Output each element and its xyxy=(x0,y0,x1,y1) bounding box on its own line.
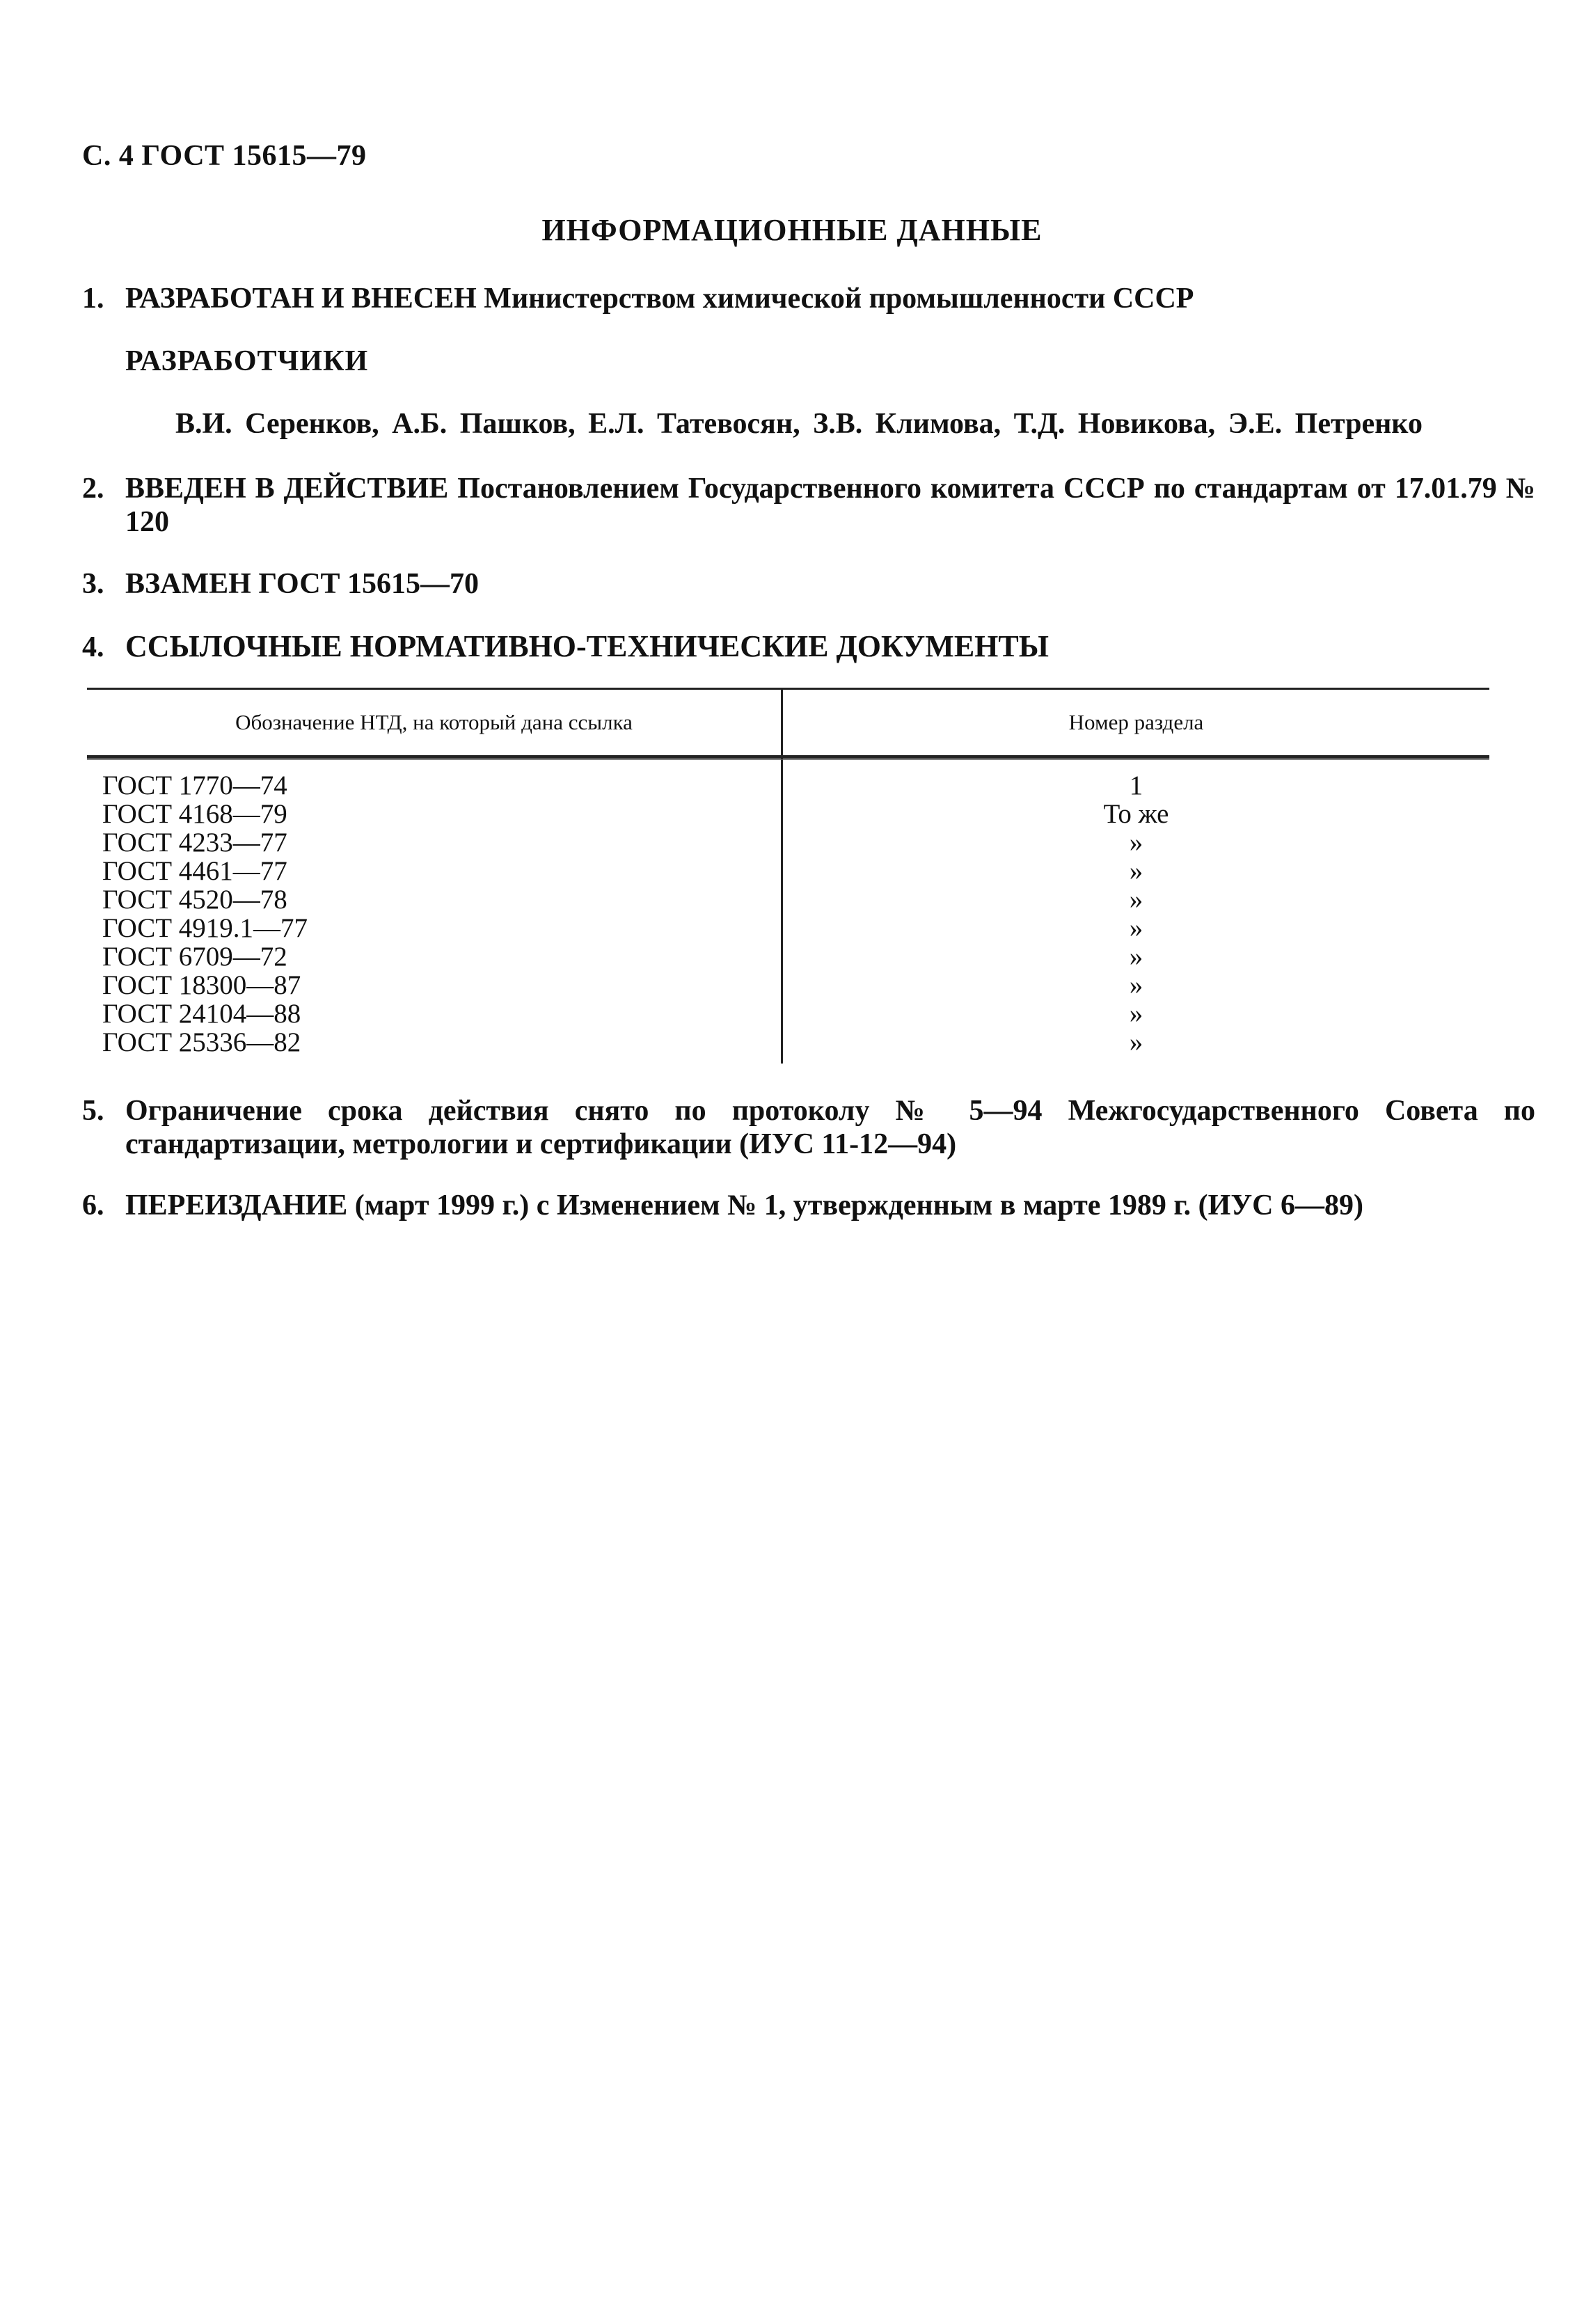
document-cell: ГОСТ 4168—79 xyxy=(102,799,287,829)
document-cell: ГОСТ 4919.1—77 xyxy=(102,913,308,943)
table-header-document: Обозначение НТД, на который дана ссылка xyxy=(235,710,633,734)
item-number: 1. xyxy=(82,283,104,315)
item-text: ССЫЛОЧНЫЕ НОРМАТИВНО-ТЕХНИЧЕСКИЕ ДОКУМЕНТЫ xyxy=(125,629,1049,663)
document-cell: ГОСТ 4233—77 xyxy=(102,828,287,857)
reference-documents-table xyxy=(87,688,1489,1067)
item-number: 3. xyxy=(82,568,104,600)
table-row xyxy=(87,885,1489,914)
section-cell: » xyxy=(1129,828,1143,857)
item-number: 6. xyxy=(82,1189,104,1222)
item-text: ВВЕДЕН В ДЕЙСТВИЕ Постановлением Государственного комитета СССР по стандартам от 17.01.79 № 120 xyxy=(125,473,1535,538)
table-row xyxy=(87,828,1489,857)
table-row xyxy=(87,771,1489,800)
table-row xyxy=(87,942,1489,971)
developers-title: РАЗРАБОТЧИКИ xyxy=(125,345,369,377)
table-row xyxy=(87,999,1489,1028)
table-body xyxy=(87,771,1489,1057)
table-top-rule xyxy=(87,688,1489,690)
item-6 xyxy=(82,1189,1492,1222)
table-row xyxy=(87,914,1489,942)
document-cell: ГОСТ 1770—74 xyxy=(102,770,287,800)
document-cell: ГОСТ 4461—77 xyxy=(102,856,287,886)
item-text: РАЗРАБОТАН И ВНЕСЕН Министерством химической промышленности СССР xyxy=(125,283,1194,315)
item-4 xyxy=(82,630,1492,664)
item-1 xyxy=(82,282,1492,315)
section-cell: » xyxy=(1129,970,1143,1000)
item-text: Ограничение срока действия снято по протоколу № 5—94 Межгосударственного Совета по стандартизации, метрологии и сертификации (ИУС 11-12—94) xyxy=(125,1095,1535,1160)
item-2 xyxy=(82,472,1535,539)
item-number: 4. xyxy=(82,631,104,663)
table-header-rule xyxy=(87,755,1489,759)
item-text: ПЕРЕИЗДАНИЕ (март 1999 г.) с Изменением № 1, утвержденным в марте 1989 г. (ИУС 6—89) xyxy=(125,1189,1363,1222)
table-row xyxy=(87,971,1489,999)
item-text: ВЗАМЕН ГОСТ 15615—70 xyxy=(125,568,480,600)
table-row xyxy=(87,800,1489,828)
item-3 xyxy=(82,567,1492,601)
section-cell: То же xyxy=(1103,799,1169,829)
developers-names: В.И. Серенков, А.Б. Пашков, Е.Л. Татевосян, З.В. Климова, Т.Д. Новикова, Э.Е. Петренко xyxy=(175,408,1423,440)
section-cell: » xyxy=(1129,913,1143,943)
document-cell: ГОСТ 6709—72 xyxy=(102,942,287,972)
section-cell: 1 xyxy=(1129,770,1143,800)
document-cell: ГОСТ 24104—88 xyxy=(102,999,301,1029)
document-title: ИНФОРМАЦИОННЫЕ ДАННЫЕ xyxy=(541,213,1043,247)
section-cell: » xyxy=(1129,1027,1143,1057)
table-row xyxy=(87,857,1489,885)
section-cell: » xyxy=(1129,999,1143,1029)
document-cell: ГОСТ 25336—82 xyxy=(102,1027,301,1057)
section-cell: » xyxy=(1129,885,1143,915)
item-5 xyxy=(82,1094,1535,1161)
table-header-rule-thin xyxy=(87,759,1489,760)
page-header-reference: С. 4 ГОСТ 15615—79 xyxy=(82,140,367,172)
item-number: 5. xyxy=(82,1095,104,1127)
section-cell: » xyxy=(1129,856,1143,886)
section-cell: » xyxy=(1129,942,1143,972)
item-number: 2. xyxy=(82,473,104,505)
document-cell: ГОСТ 4520—78 xyxy=(102,885,287,915)
document-cell: ГОСТ 18300—87 xyxy=(102,970,301,1000)
table-header-section: Номер раздела xyxy=(1068,710,1204,734)
table-row xyxy=(87,1028,1489,1057)
